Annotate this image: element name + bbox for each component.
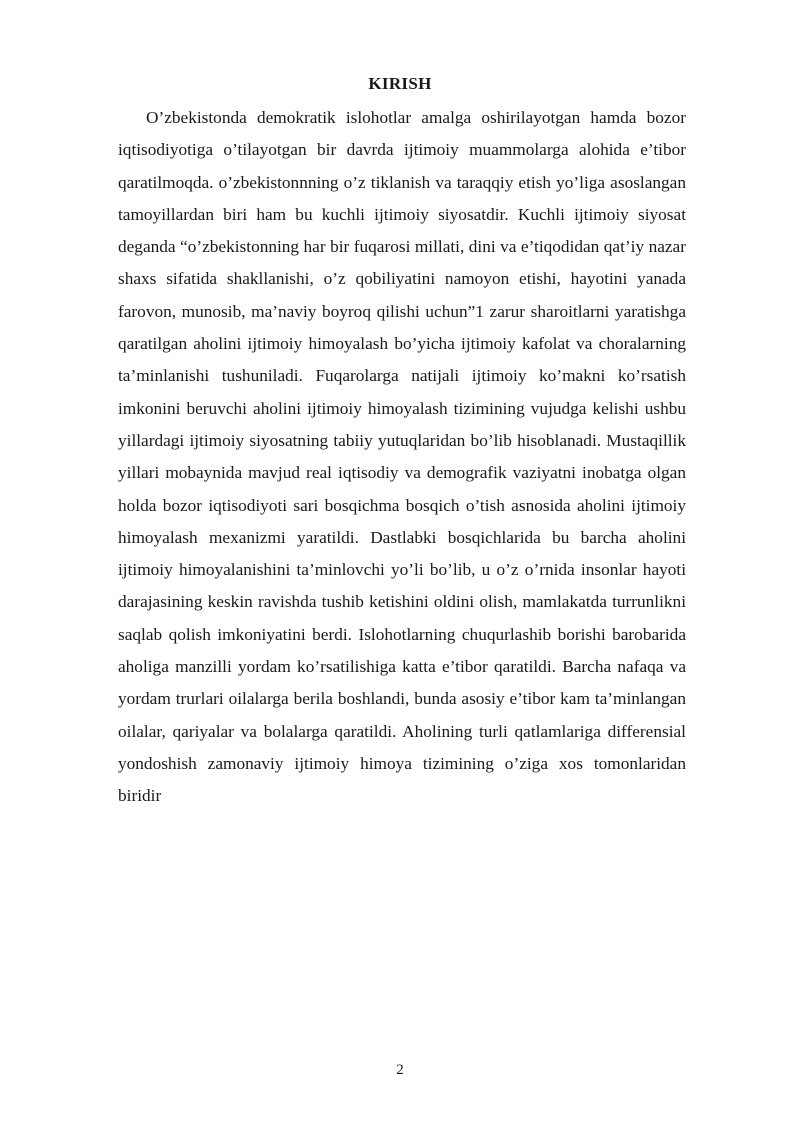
section-heading: KIRISH (368, 74, 432, 93)
page-number: 2 (396, 1062, 404, 1078)
body-paragraph: O’zbekistonda demokratik islohotlar amalga oshirilayotgan hamda bozor iqtisodiyotiga o’tilayotgan bir davrda ijtimoiy muammolarga alohida e’tibor qaratilmoqda. o’zbekistonnning o’z tiklanish va taraqqiy etish yo’liga asoslangan tamoyillardan biri ham bu kuchli ijtimoiy siyosatdir. Kuchli ijtimoiy siyosat deganda “o’zbekistonning har bir fuqarosi millati, dini va e’tiqodidan qat’iy nazar shaxs sifatida shakllanishi, o’z qobiliyatini namoyon etishi, hayotini yanada farovon, munosib, ma’naviy boyroq qilishi uchun”1 zarur sharoitlarni yaratishga qaratilgan aholini ijtimoiy himoyalash bo’yicha ijtimoiy kafolat va choralarning ta’minlanishi tushuniladi. Fuqarolarga natijali ijtimoiy ko’makni ko’rsatish imkonini beruvchi aholini ijtimoiy himoyalash tizimining vujudga kelishi ushbu yillardagi ijtimoiy siyosatning tabiiy yutuqlaridan bo’lib hisoblanadi. Mustaqillik yillari mobaynida mavjud real iqtisodiy va demografik vaziyatni inobatga olgan holda bozor iqtisodiyoti sari bosqichma bosqich o’tish asnosida aholini ijtimoiy himoyalash mexanizmi yaratildi. Dastlabki bosqichlarida bu barcha aholini ijtimoiy himoyalanishini ta’minlovchi yo’li bo’lib, u o’z o’rnida insonlar hayoti darajasining keskin ravishda tushib ketishini oldini olish, mamlakatda turrunlikni saqlab qolish imkoniyatini berdi. Islohotlarning chuqurlashib borishi barobarida aholiga manzilli yordam ko’rsatilishiga katta e’tibor qaratildi. Barcha nafaqa va yordam trurlari oilalarga berila boshlandi, bunda asosiy e’tibor kam ta’minlangan oilalar, qariyalar va bolalarga qaratildi. Aholining turli qatlamlariga differensial yondoshish zamonaviy ijtimoiy himoya tizimining o’ziga xos tomonlaridan biridir (118, 108, 686, 806)
